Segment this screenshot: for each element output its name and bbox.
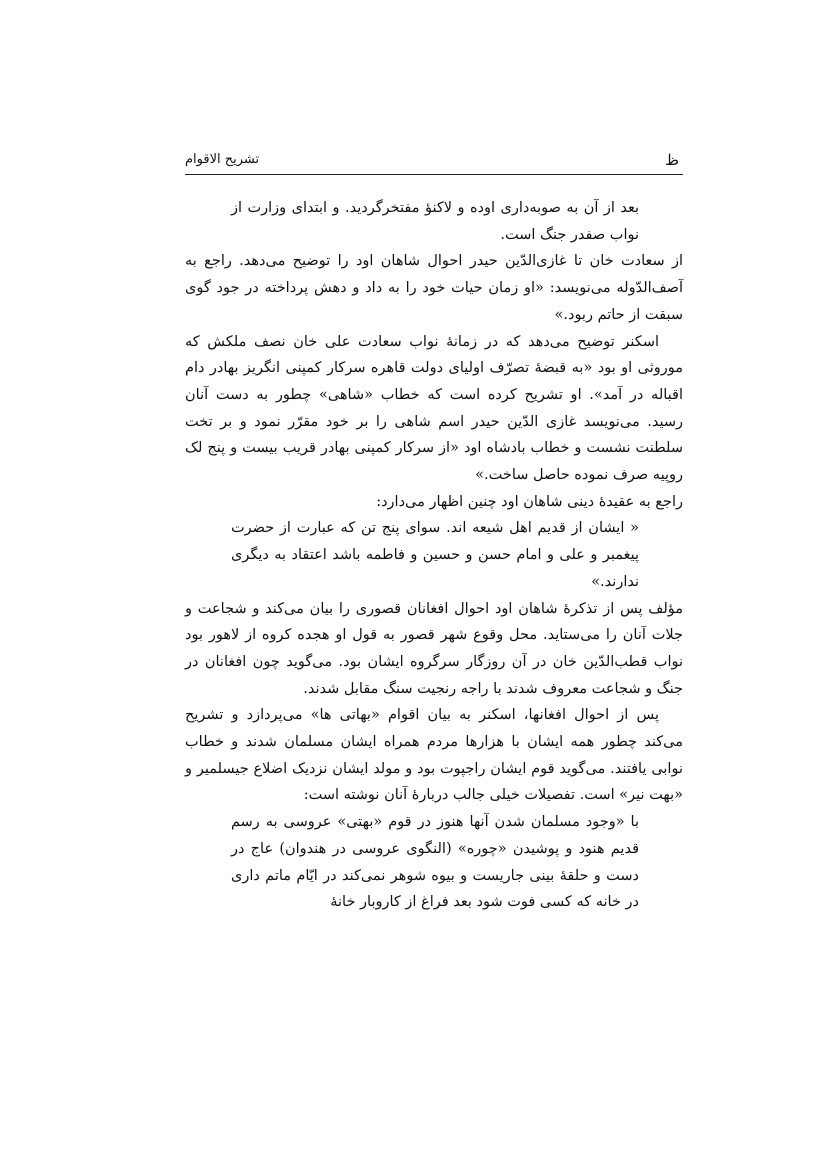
page-number: ظ: [665, 151, 679, 169]
paragraph-afghans-qasur: مؤلف پس از تذکرهٔ شاهان اود احوال افغانان قصوری را بیان می‌کند و شجاعت و جلات آنان را می‌ستاید. محل وقوع شهر قصور به قول او هجده کروه از لاهور بود نواب قطب‌الدّین خان در آن روزگار سرگروه ایشان بود. می‌گوید چون افغانان در جنگ و شجاعت معروف شدند با راجه رنجیت سنگ مقابل شدند.: [185, 600, 683, 697]
header-rule: [185, 174, 683, 175]
running-header: [185, 148, 683, 172]
paragraph-saadat-ali-khan: اسکنر توضیح می‌دهد که در زمانهٔ نواب سعادت علی خان نصف ملکش که موروثی او بود «به قبضهٔ تصرّف اولیای دولت قاهره سرکار کمپنی انگریز بهادر دام اقباله در آمد». او تشریح کرده است که خطاب «شاهی» چطور به دست آنان رسید. می‌نویسد غازی الدّین حیدر اسم شاهی را بر خود مقرّر نمود و بر تخت سلطنت نشست و خطاب بادشاه اود «از سرکار کمپنی بهادر قریب بیست و پنج لک روپیه صرف نموده حاصل ساخت.»: [185, 333, 683, 484]
body-text: [185, 195, 683, 916]
quote-shia-belief: « ایشان از قدیم اهل شیعه اند. سوای پنج تن که عبارت از حضرت پیغمبر و علی و امام حسن و حسین و فاطمه باشد اعتقاد به دیگری ندارند.»: [231, 520, 639, 590]
paragraph-asaf-ud-daula: از سعادت خان تا غازی‌الدّین حیدر احوال شاهان اود را توضیح می‌دهد. راجع به آصف‌الدّوله می‌نویسد: «او زمان حیات خود را به داد و دهش پرداخته در جود گوی سبقت از حاتم ربود.»: [185, 253, 683, 323]
paragraph-bhatti-tribes: پس از احوال افغانها، اسکنر به بیان اقوام «بهاتی ها» می‌پردازد و تشریح می‌کند چطور همه ایشان با هزارها مردم همراه ایشان مسلمان شدند و خطاب نوابی یافتند. می‌گوید قوم ایشان راجپوت بود و مولد ایشان نزدیک اضلاع جیسلمیر و «بهت نیر» است. تفصیلات خیلی جالب دربارهٔ آنان نوشته است:: [185, 707, 683, 804]
document-page: [185, 148, 683, 916]
paragraph-religious-belief: راجع به عقیدهٔ دینی شاهان اود چنین اظهار می‌دارد:: [376, 493, 683, 510]
running-title: تشریح الاقوام: [185, 152, 260, 167]
quote-continuation: بعد از آن به صوبه‌داری اوده و لاکنؤ مفتخرگردید. و ابتدای وزارت از نواب صفدر جنگ است.: [231, 200, 639, 243]
quote-bhatti-customs: با «وجود مسلمان شدن آنها هنوز در قوم «بهتی» عروسی به رسم قدیم هنود و پوشیدن «چوره» (النگوی عروسی در هندوان) عاج در دست و حلقهٔ بینی جاریست و بیوه شوهر نمی‌کند در ایّام ماتم داری در خانه که کسی فوت شود بعد فراغ از کاروبار خانهٔ: [231, 814, 639, 911]
